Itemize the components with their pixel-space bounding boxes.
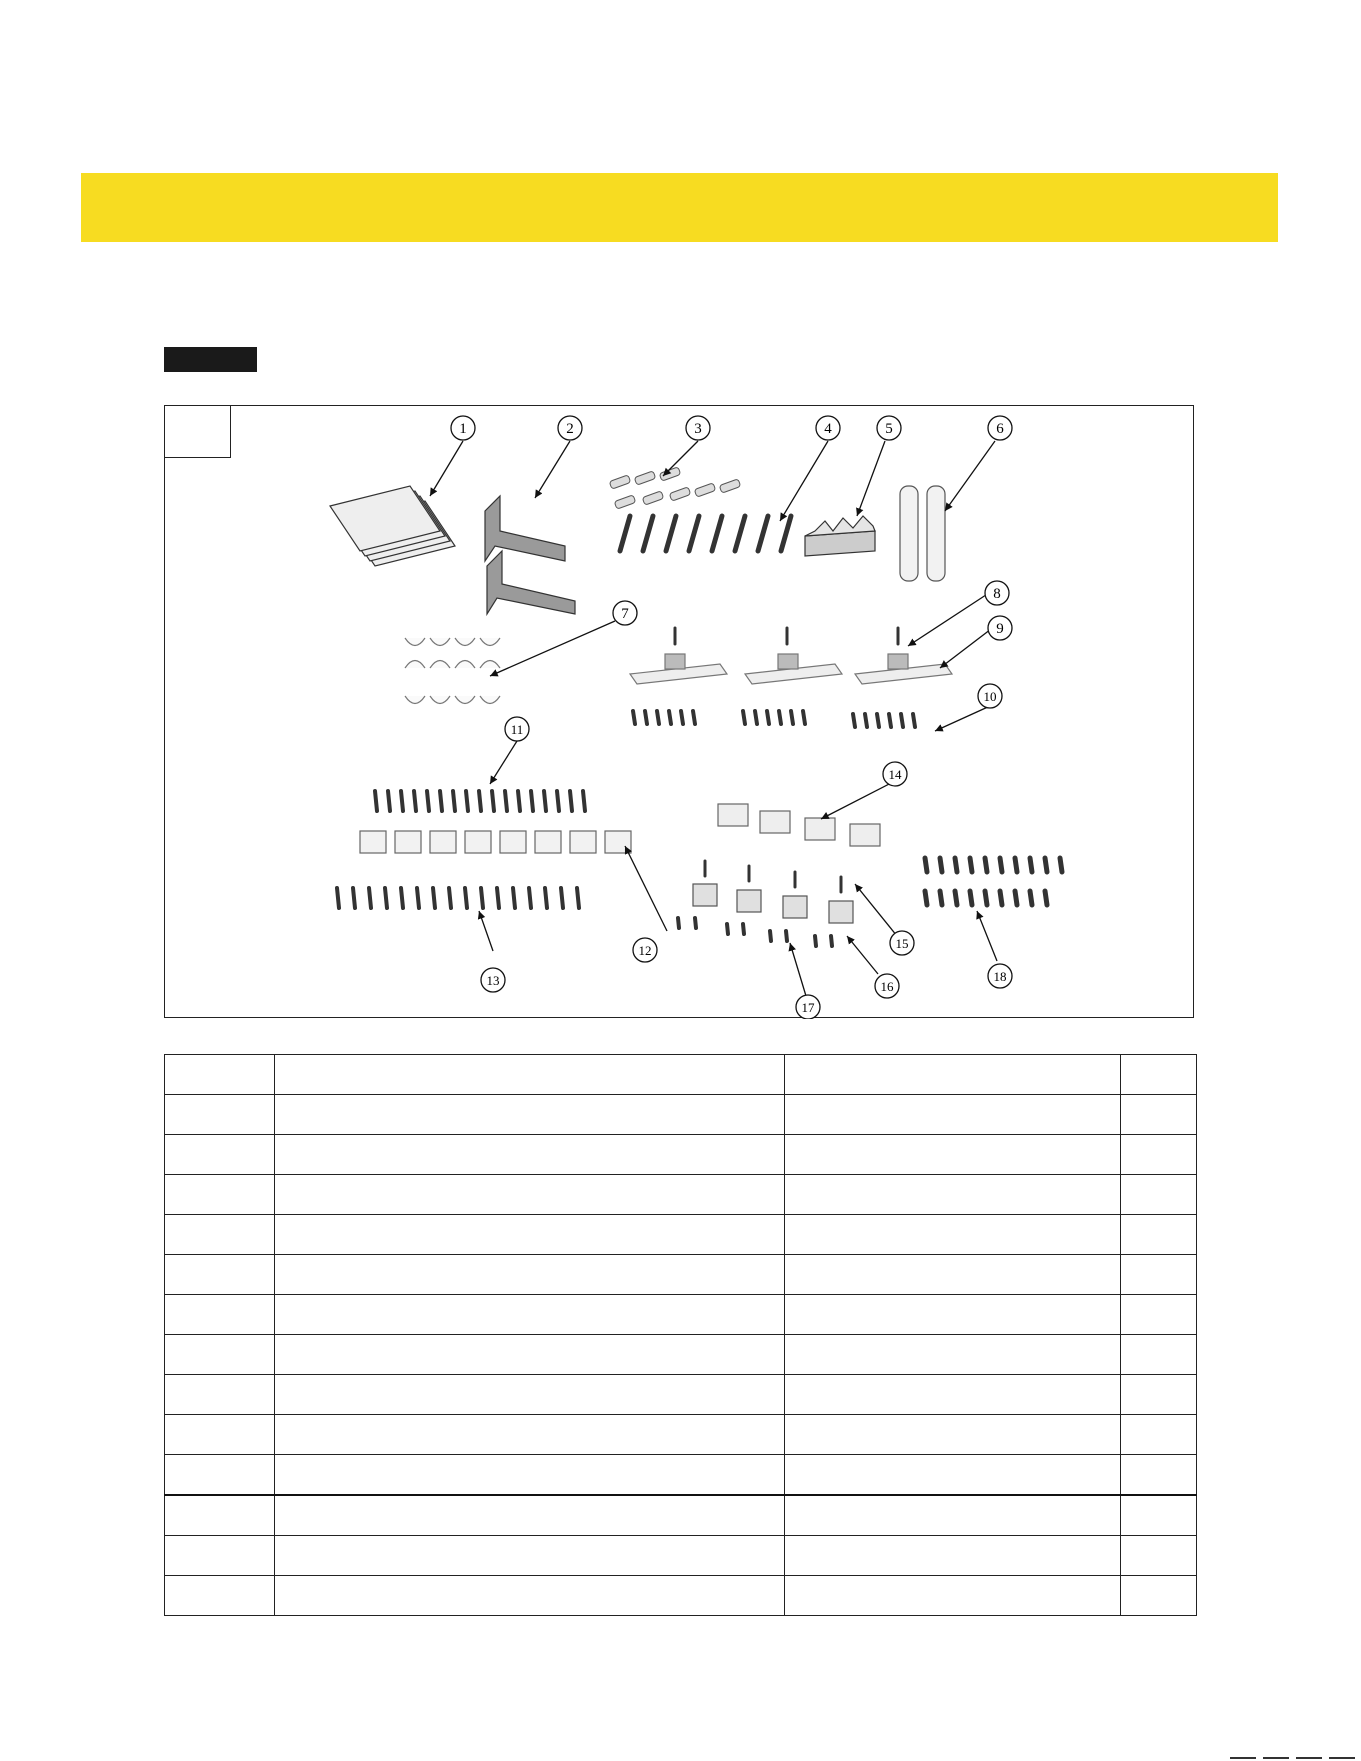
table-cell (275, 1295, 785, 1335)
callout-12-label: 12 (638, 943, 652, 958)
callout-8-label: 8 (993, 586, 1001, 602)
table-cell (785, 1215, 1121, 1255)
callout-6-label: 6 (996, 421, 1004, 437)
table-cell (1121, 1135, 1197, 1175)
parts-table-body (165, 1055, 1197, 1616)
table-cell (1121, 1375, 1197, 1415)
part-13-screws (337, 888, 579, 908)
table-row (165, 1495, 1197, 1536)
callout-10 (978, 684, 1002, 708)
table-cell (1121, 1215, 1197, 1255)
parts-figure (164, 405, 1194, 1018)
table-cell (785, 1135, 1121, 1175)
part-10-screws (633, 711, 915, 727)
table-cell (275, 1415, 785, 1455)
table-cell (785, 1495, 1121, 1536)
table-cell (275, 1495, 785, 1536)
part-17-screws (678, 918, 832, 946)
footer-dashes (1230, 1757, 1361, 1759)
callout-15-label: 15 (895, 936, 909, 951)
table-cell (785, 1576, 1121, 1616)
callout-12 (633, 938, 657, 962)
callout-15 (890, 931, 914, 955)
table-cell (275, 1536, 785, 1576)
part-5-block (805, 516, 875, 556)
part-18-bolts (925, 858, 1062, 905)
part-14-pads (718, 804, 880, 846)
table-row (165, 1335, 1197, 1375)
table-cell (1121, 1055, 1197, 1095)
table-cell (1121, 1095, 1197, 1135)
table-row (165, 1455, 1197, 1496)
section-tag (164, 347, 257, 372)
table-cell (785, 1375, 1121, 1415)
table-cell (165, 1175, 275, 1215)
table-cell (785, 1175, 1121, 1215)
part-11-bolts (375, 791, 585, 811)
callout-17-label: 17 (801, 1000, 815, 1015)
table-cell (785, 1255, 1121, 1295)
table-cell (1121, 1495, 1197, 1536)
part-8-screws (675, 628, 898, 644)
callout-18-label: 18 (993, 969, 1007, 984)
table-cell (275, 1455, 785, 1496)
table-cell (165, 1255, 275, 1295)
table-cell (275, 1055, 785, 1095)
table-row (165, 1095, 1197, 1135)
table-cell (1121, 1455, 1197, 1496)
callout-2-label: 2 (566, 421, 574, 437)
table-cell (275, 1576, 785, 1616)
callout-2 (558, 416, 582, 440)
callout-1-label: 1 (459, 421, 467, 437)
table-cell (165, 1415, 275, 1455)
table-cell (165, 1215, 275, 1255)
table-cell (1121, 1335, 1197, 1375)
table-cell (1121, 1576, 1197, 1616)
table-cell (785, 1095, 1121, 1135)
table-cell (165, 1295, 275, 1335)
callout-5-label: 5 (885, 421, 893, 437)
table-cell (275, 1135, 785, 1175)
table-cell (275, 1375, 785, 1415)
callout-9-label: 9 (996, 621, 1004, 637)
callout-17 (796, 995, 820, 1019)
table-cell (275, 1335, 785, 1375)
table-row (165, 1175, 1197, 1215)
table-row (165, 1215, 1197, 1255)
table-cell (1121, 1175, 1197, 1215)
callout-8 (985, 581, 1009, 605)
table-cell (165, 1536, 275, 1576)
section-banner (81, 173, 1278, 242)
table-cell (165, 1375, 275, 1415)
part-3-anchors (609, 467, 741, 509)
callout-1 (451, 416, 475, 440)
callout-4 (816, 416, 840, 440)
table-cell (275, 1255, 785, 1295)
table-cell (1121, 1415, 1197, 1455)
callout-16-label: 16 (880, 979, 894, 994)
callout-7 (613, 601, 637, 625)
callout-7-label: 7 (621, 606, 629, 622)
table-cell (785, 1055, 1121, 1095)
callout-10-label: 10 (983, 689, 997, 704)
table-row (165, 1415, 1197, 1455)
callout-16 (875, 974, 899, 998)
table-cell (165, 1055, 275, 1095)
callout-4-label: 4 (824, 421, 832, 437)
table-cell (785, 1536, 1121, 1576)
callout-13-label: 13 (486, 973, 500, 988)
table-cell (165, 1455, 275, 1496)
table-cell (275, 1095, 785, 1135)
table-cell (165, 1576, 275, 1616)
part-6-tubes (900, 486, 945, 581)
parts-table (164, 1054, 1197, 1616)
callout-3-label: 3 (694, 421, 702, 437)
callout-5 (877, 416, 901, 440)
table-cell (785, 1415, 1121, 1455)
table-cell (1121, 1536, 1197, 1576)
parts-illustration (165, 406, 1195, 1019)
callout-14-label: 14 (888, 767, 902, 782)
part-2-brackets (485, 496, 575, 614)
callout-13 (481, 968, 505, 992)
callout-18 (988, 964, 1012, 988)
table-row (165, 1255, 1197, 1295)
table-cell (165, 1095, 275, 1135)
part-12-clamps (360, 831, 631, 853)
table-cell (1121, 1255, 1197, 1295)
table-row (165, 1295, 1197, 1335)
part-7-clips (405, 638, 500, 704)
table-cell (165, 1335, 275, 1375)
table-row (165, 1055, 1197, 1095)
callout-11-label: 11 (510, 722, 524, 737)
part-16-screws (705, 861, 841, 892)
table-cell (165, 1495, 275, 1536)
table-cell (785, 1295, 1121, 1335)
table-cell (785, 1455, 1121, 1496)
part-1-pads (330, 486, 455, 566)
table-row (165, 1576, 1197, 1616)
table-cell (275, 1215, 785, 1255)
table-row (165, 1375, 1197, 1415)
table-cell (1121, 1295, 1197, 1335)
table-cell (165, 1135, 275, 1175)
part-4-bolts (620, 516, 791, 551)
callout-11 (505, 717, 529, 741)
callout-9 (988, 616, 1012, 640)
table-cell (275, 1175, 785, 1215)
callout-6 (988, 416, 1012, 440)
callout-14 (883, 762, 907, 786)
table-cell (785, 1335, 1121, 1375)
table-row (165, 1536, 1197, 1576)
table-row (165, 1135, 1197, 1175)
part-9-plates (630, 654, 952, 684)
callout-3 (686, 416, 710, 440)
part-15-brackets (693, 884, 853, 923)
